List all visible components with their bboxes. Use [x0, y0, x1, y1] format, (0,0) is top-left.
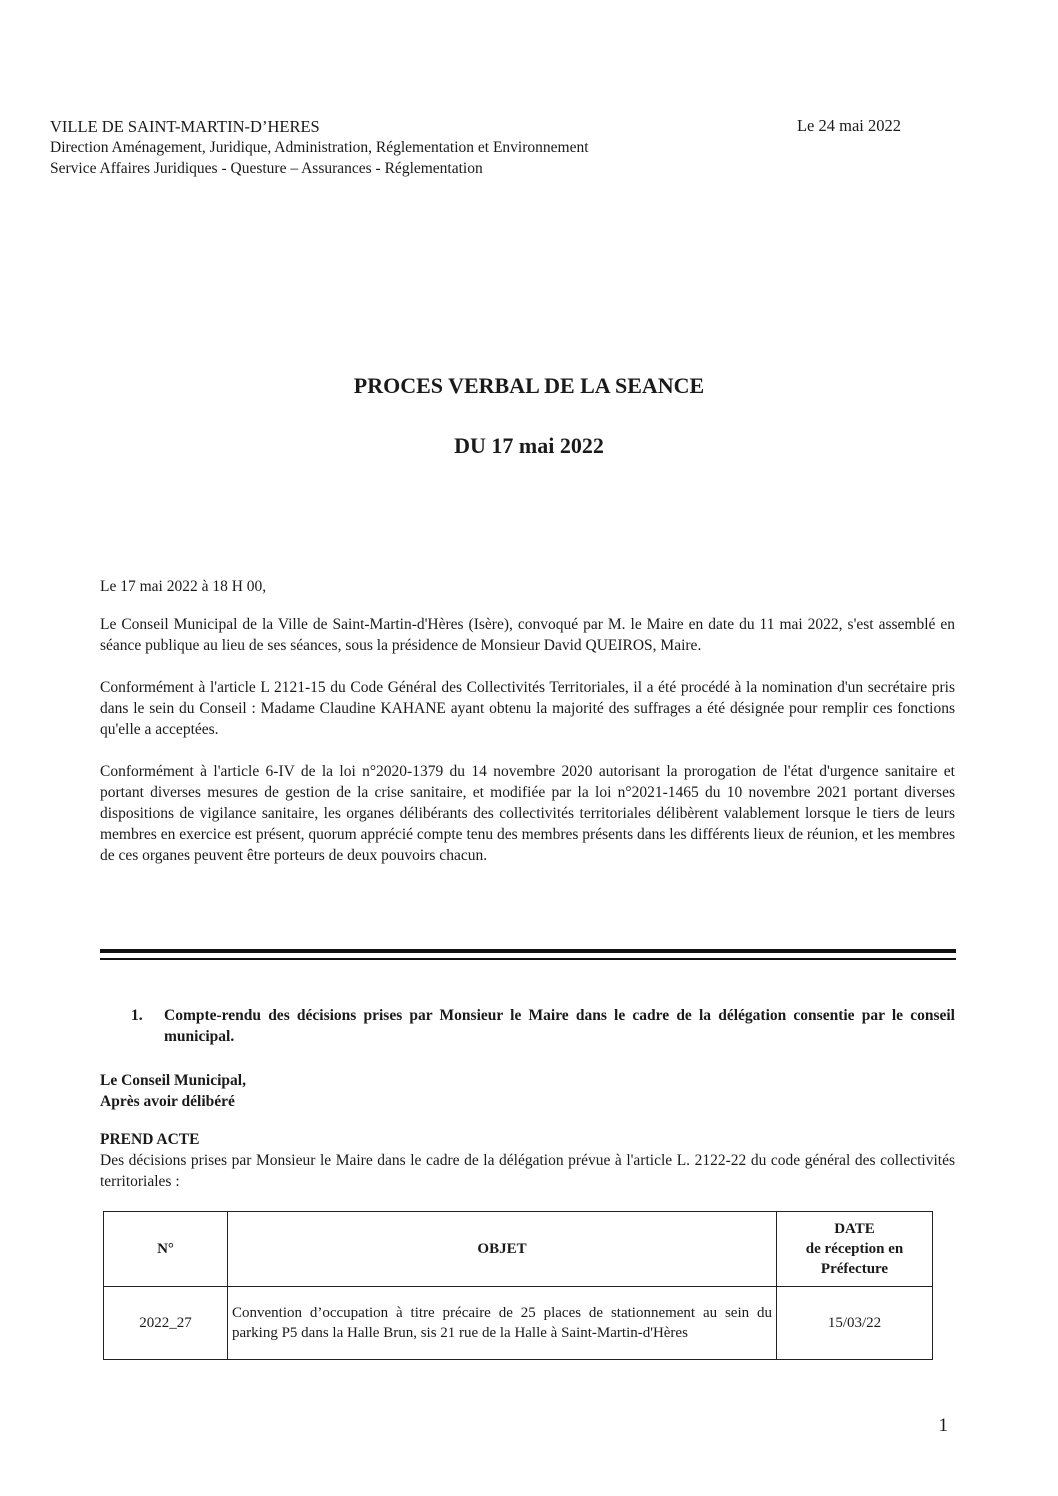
- header-service: Service Affaires Juridiques - Questure – Assurances - Réglementation: [50, 160, 483, 177]
- session-time: Le 17 mai 2022 à 18 H 00,: [100, 578, 267, 595]
- column-header-number: N°: [104, 1212, 228, 1287]
- paragraph-secretary: Conformément à l'article L 2121-15 du Code Général des Collectivités Territoriales, il a été procédé à la nomination d'un secrétaire pris dans le sein du Conseil : Madame Claudine KAHANE ayant obtenu la majorité des suffrages a été désignée pour remplir ces fonctions qu'elle a acceptées.: [100, 679, 955, 738]
- agenda-item-number: 1.: [131, 1007, 143, 1024]
- document-date: Le 24 mai 2022: [796, 116, 901, 135]
- column-header-date: [777, 1212, 933, 1287]
- page-number: 1: [938, 1415, 948, 1436]
- deliberation-label: Après avoir délibéré: [100, 1093, 235, 1110]
- table-row: [104, 1287, 933, 1360]
- document-subtitle-date: DU 17 mai 2022: [454, 433, 604, 458]
- separator-rule-top: [100, 949, 956, 953]
- council-label: Le Conseil Municipal,: [100, 1072, 246, 1089]
- decision-date: 15/03/22: [777, 1287, 933, 1360]
- decision-objet: Convention d’occupation à titre précaire de 25 places de stationnement au sein du parking P5 dans la Halle Brun, sis 21 rue de la Halle à Saint-Martin-d'Hères: [228, 1287, 777, 1360]
- separator-rule-bottom: [100, 958, 956, 960]
- agenda-item-heading: [131, 1005, 955, 1047]
- paragraph-quorum: Conformément à l'article 6-IV de la loi n°2020-1379 du 14 novembre 2020 autorisant la prorogation de l'état d'urgence sanitaire et portant diverses mesures de gestion de la crise sanitaire, et modifiée par la loi n°2021-1465 du 10 novembre 2021 portant diverses dispositions de vigilance sanitaire, les organes délibérants des collectivités territoriales délibèrent valablement lorsque le tiers de leurs membres en exercice est présent, quorum apprécié compte tenu des membres présents dans les différents lieux de réunion, et les membres de ces organes peuvent être porteurs de deux pouvoirs chacun.: [100, 763, 955, 864]
- decision-number: 2022_27: [104, 1287, 228, 1360]
- agenda-item-title: Compte-rendu des décisions prises par Monsieur le Maire dans le cadre de la délégation consentie par le conseil municipal.: [164, 1007, 955, 1045]
- date-header-line-3: Préfecture: [820, 1261, 889, 1277]
- paragraph-convocation: Le Conseil Municipal de la Ville de Saint-Martin-d'Hères (Isère), convoqué par M. le Maire en date du 11 mai 2022, s'est assemblé en séance publique au lieu de ses séances, sous la présidence de Monsieur David QUEIROS, Maire.: [100, 616, 955, 654]
- document-title: PROCES VERBAL DE LA SEANCE: [353, 373, 705, 398]
- date-header-line-1: DATE: [834, 1221, 875, 1237]
- header-direction: Direction Aménagement, Juridique, Administration, Réglementation et Environnement: [50, 139, 589, 156]
- prend-acte-description: Des décisions prises par Monsieur le Maire dans le cadre de la délégation prévue à l'article L. 2122-22 du code général des collectivités territoriales :: [100, 1152, 955, 1190]
- decisions-table: [103, 1211, 933, 1360]
- table-header-row: [104, 1212, 933, 1287]
- column-header-objet: OBJET: [228, 1212, 777, 1287]
- header-organisation: VILLE DE SAINT-MARTIN-D’HERES: [50, 117, 320, 136]
- date-header-line-2: de réception en: [805, 1241, 904, 1257]
- prend-acte-label: PREND ACTE: [100, 1131, 200, 1148]
